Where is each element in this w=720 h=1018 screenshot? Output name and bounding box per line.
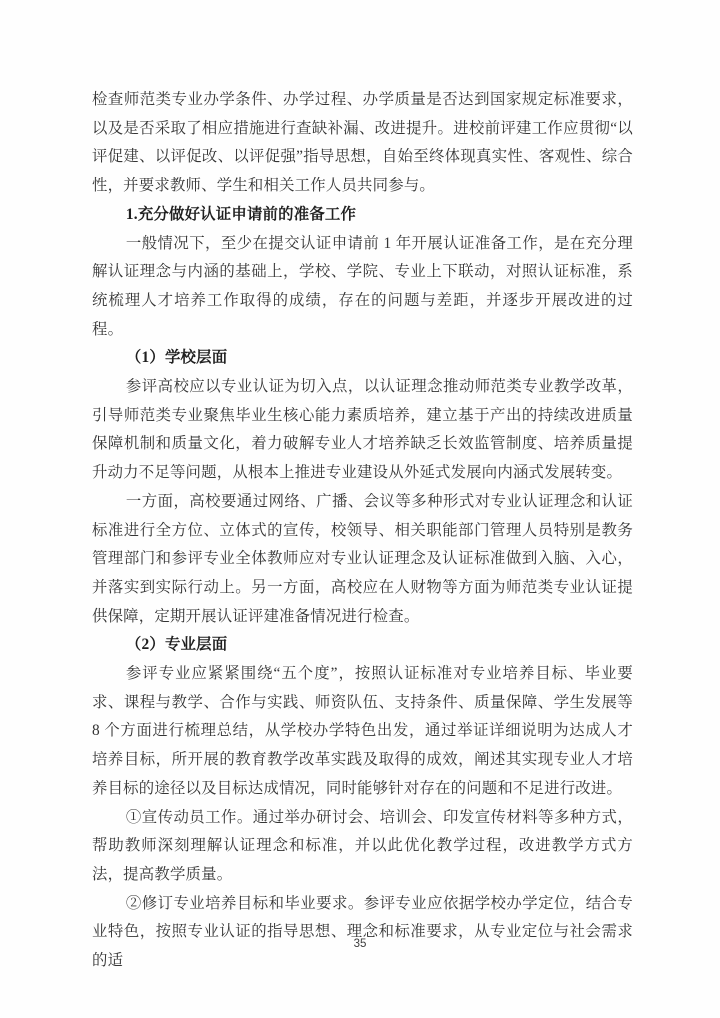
- page-number: 35: [353, 938, 367, 950]
- paragraph: 参评专业应紧紧围绕“五个度”，按照认证标准对专业培养目标、毕业要求、课程与教学、合作与实践、师资队伍、支持条件、质量保障、学生发展等 8 个方面进行梳理总结，从学校办学特色出发，通过举证详细说明为达成人才培养目标，所开展的教育教学改革实践及取得的成效，阐述其实现专业人才培养目标的途径以及目标达成情况，同时能够针对存在的问题和不足进行改进。: [92, 665, 633, 797]
- paragraph: 参评高校应以专业认证为切入点，以认证理念推动师范类专业教学改革，引导师范类专业聚焦毕业生核心能力素质培养，建立基于产出的持续改进质量保障机制和质量文化，着力破解专业人才培养缺乏长效监管制度、培养质量提升动力不足等问题，从根本上推进专业建设从外延式发展向内涵式发展转变。: [92, 378, 633, 482]
- paragraph: ①宣传动员工作。通过举办研讨会、培训会、印发宣传材料等多种方式，帮助教师深刻理解认证理念和标准，并以此优化教学过程，改进教学方式方法，提高教学质量。: [92, 808, 633, 883]
- paragraph: 检查师范类专业办学条件、办学过程、办学质量是否达到国家规定标准要求，以及是否采取了相应措施进行查缺补漏、改进提升。进校前评建工作应贯彻“以评促建、以评促改、以评促强”指导思想，自始至终体现真实性、客观性、综合性，并要求教师、学生和相关工作人员共同参与。: [92, 91, 633, 195]
- paragraph: 一般情况下，至少在提交认证申请前 1 年开展认证准备工作，是在充分理解认证理念与内涵的基础上，学校、学院、专业上下联动，对照认证标准，系统梳理人才培养工作取得的成绩，存在的问题与差距，并逐步开展改进的过程。: [92, 234, 633, 338]
- page-text-block: [92, 86, 633, 976]
- subsection-heading-school-level: （1）学校层面: [125, 349, 228, 367]
- paragraph: 一方面，高校要通过网络、广播、会议等多种形式对专业认证理念和认证标准进行全方位、立体式的宣传，校领导、相关职能部门管理人员特别是教务管理部门和参评专业全体教师应对专业认证理念及认证标准做到入脑、入心，并落实到实际行动上。另一方面，高校应在人财物等方面为师范类专业认证提供保障，定期开展认证评建准备情况进行检查。: [92, 492, 633, 625]
- paragraph: ②修订专业培养目标和毕业要求。参评专业应依据学校办学定位，结合专业特色，按照专业认证的指导思想、理念和标准要求，从专业定位与社会需求的适: [92, 894, 633, 970]
- section-heading-preparation: 1.充分做好认证申请前的准备工作: [125, 205, 357, 223]
- subsection-heading-major-level: （2）专业层面: [125, 636, 228, 654]
